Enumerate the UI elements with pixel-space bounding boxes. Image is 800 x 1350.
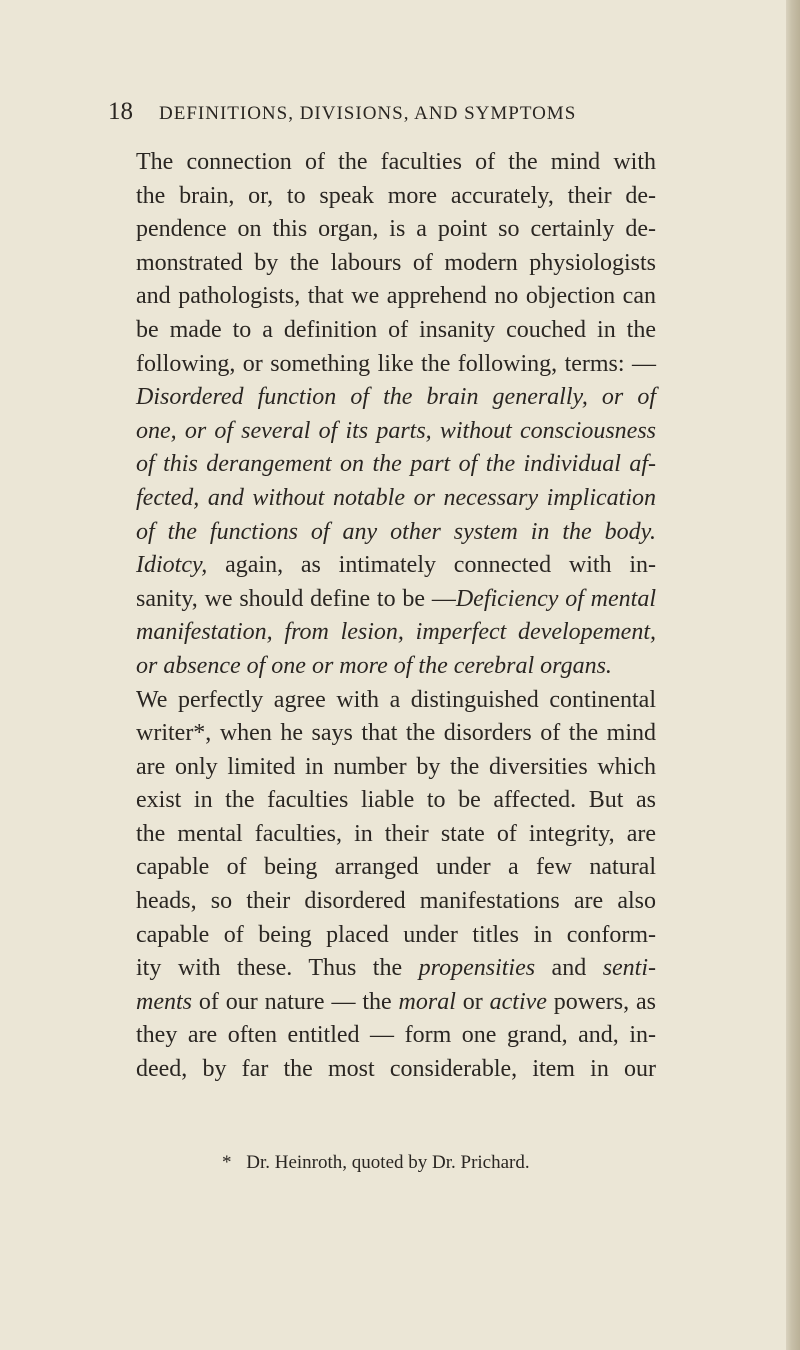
italic-phrase: fected, and without notable or necessary implication: [136, 484, 656, 511]
text-line: [136, 986, 656, 1020]
text-run: capable of being placed under titles in conform-: [136, 921, 656, 948]
text-line: [136, 280, 656, 314]
text-run: be made to a definition of insanity couched in the: [136, 316, 656, 343]
text-line: [136, 919, 656, 953]
text-run: monstrated by the labours of modern physiologists: [136, 249, 656, 276]
text-line: [136, 650, 656, 684]
text-run: writer*, when he says that the disorders of the mind: [136, 720, 656, 747]
page-edge: [786, 0, 800, 1350]
text-run: exist in the faculties liable to be affected. But as: [136, 787, 656, 814]
text-run: the mental faculties, in their state of integrity, are: [136, 820, 656, 847]
text-line: [136, 751, 656, 785]
page-number: 18: [108, 98, 133, 125]
italic-phrase: or absence of one or more of the cerebral organs.: [136, 652, 612, 679]
text-line: [136, 1053, 656, 1087]
text-line: [136, 616, 656, 650]
italic-phrase: Idiotcy,: [136, 552, 208, 579]
text-line: [136, 516, 656, 550]
italic-phrase: of this derangement on the part of the individual af-: [136, 451, 656, 478]
italic-phrase: manifestation, from lesion, imperfect developement,: [136, 619, 656, 646]
text-line: [136, 180, 656, 214]
text-line: [136, 247, 656, 281]
text-line: [136, 448, 656, 482]
text-run: capable of being arranged under a few natural: [136, 854, 656, 881]
italic-phrase: senti-: [602, 955, 657, 982]
text-line: [136, 784, 656, 818]
text-line: [136, 549, 656, 583]
text-line: [136, 1019, 656, 1053]
text-line: [136, 348, 656, 382]
text-run: and pathologists, that we apprehend no objection can: [136, 283, 656, 310]
text-line: [136, 415, 656, 449]
text-line: [136, 146, 656, 180]
footnote: [222, 1152, 530, 1174]
italic-phrase: propensities: [418, 955, 536, 982]
italic-phrase: moral: [398, 988, 456, 1015]
text-line: [136, 314, 656, 348]
text-line: [136, 952, 656, 986]
text-run: and: [535, 955, 603, 982]
text-run: heads, so their disordered manifestations are also: [136, 888, 656, 915]
chapter-title: DEFINITIONS, DIVISIONS, AND SYMPTOMS: [159, 103, 577, 124]
italic-phrase: ments: [136, 988, 192, 1015]
text-line: [136, 482, 656, 516]
text-line: [136, 851, 656, 885]
text-line: [136, 717, 656, 751]
text-run: following, or something like the following, terms: —: [136, 350, 656, 377]
text-line: [136, 583, 656, 617]
text-line: [136, 381, 656, 415]
text-line: [136, 684, 656, 718]
text-run: or: [455, 988, 490, 1015]
text-line: [136, 213, 656, 247]
text-run: The connection of the faculties of the mind with: [136, 149, 656, 175]
text-run: sanity, we should define to be —: [136, 585, 456, 612]
italic-phrase: active: [489, 988, 547, 1015]
text-run: deed, by far the most considerable, item in our: [136, 1056, 656, 1083]
text-run: of our nature — the: [192, 988, 399, 1015]
text-run: ity with these. Thus the: [136, 955, 419, 982]
text-line: [136, 818, 656, 852]
footnote-text: Dr. Heinroth, quoted by Dr. Prichard.: [246, 1152, 530, 1173]
text-run: powers, as: [546, 988, 656, 1015]
running-head: [108, 98, 668, 132]
text-run: We perfectly agree with a distinguished continental: [136, 686, 656, 713]
italic-phrase: Deficiency of mental: [455, 585, 657, 612]
italic-phrase: Disordered function of the brain generally, or of: [136, 384, 656, 411]
body-text: [136, 146, 656, 1087]
text-run: the brain, or, to speak more accurately, their de-: [136, 182, 656, 209]
text-run: are only limited in number by the diversities which: [136, 753, 656, 780]
italic-phrase: of the functions of any other system in the body.: [136, 518, 656, 545]
text-run: again, as intimately connected with in-: [207, 552, 656, 579]
italic-phrase: one, or of several of its parts, without consciousness: [136, 417, 656, 444]
footnote-mark: *: [222, 1152, 232, 1173]
text-run: pendence on this organ, is a point so certainly de-: [136, 216, 656, 243]
text-run: they are often entitled — form one grand, and, in-: [136, 1022, 656, 1049]
text-line: [136, 885, 656, 919]
